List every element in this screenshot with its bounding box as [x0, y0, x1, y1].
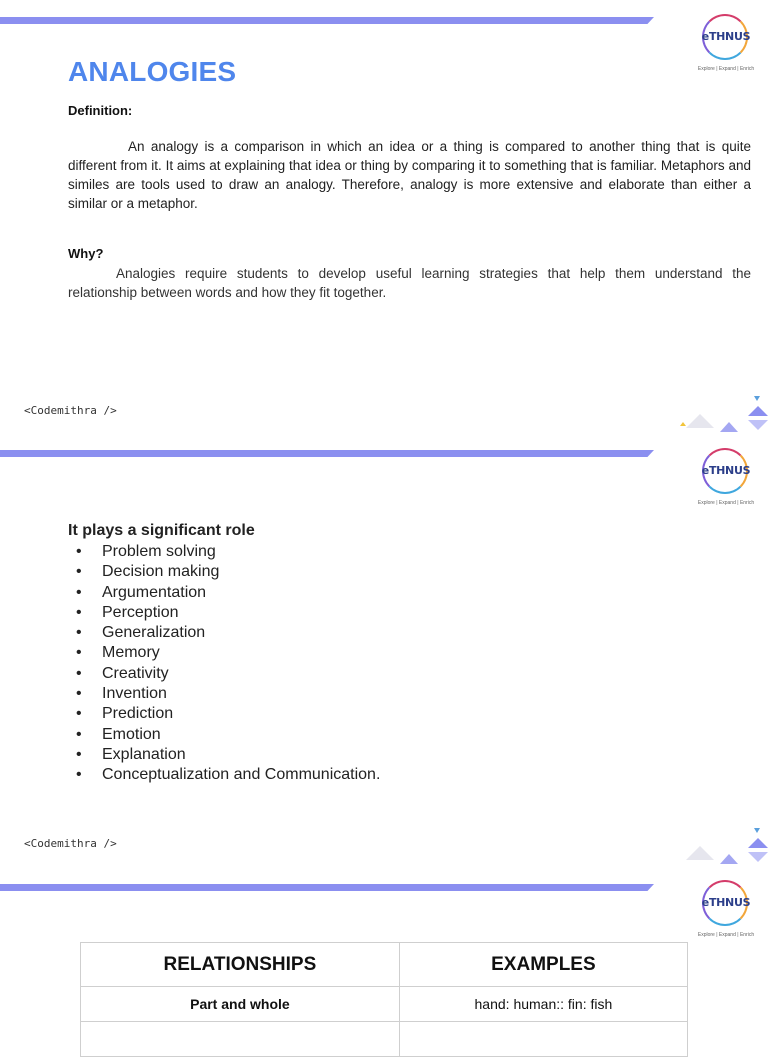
top-accent-bar [0, 17, 654, 24]
table-cell [399, 1022, 687, 1057]
logo-wordmark: eTHNUS [701, 896, 751, 909]
logo-tagline: Explore | Expand | Enrich [697, 66, 755, 72]
list-item: • Prediction [76, 705, 174, 723]
role-list [76, 542, 380, 786]
logo-wordmark: eTHNUS [701, 464, 751, 477]
logo-tagline: Explore | Expand | Enrich [697, 932, 755, 938]
list-item: • Decision making [76, 563, 220, 581]
list-item: • Emotion [76, 725, 161, 743]
list-item: • Creativity [76, 664, 169, 682]
list-item: • Explanation [76, 745, 186, 763]
ethnus-logo [696, 14, 756, 74]
ethnus-logo [696, 448, 756, 508]
definition-label: Definition: [68, 103, 133, 118]
list-item: • Perception [76, 603, 179, 621]
list-item: • Problem solving [76, 543, 216, 560]
list-item: • Argumentation [76, 583, 207, 601]
ethnus-logo [696, 880, 756, 940]
logo-wordmark: eTHNUS [701, 30, 751, 43]
relationships-table [80, 942, 688, 1057]
definition-text: An analogy is a comparison in which an idea or a thing is compared to another thing that is quite different from it. It aims at explaining that idea or thing by comparing it to something that is familiar. Metaphors and similes are tools used to draw an analogy. Therefore, analogy is more extensive and elaborate than either a similar or a metaphor. [68, 139, 751, 211]
footer-brand: <Codemithra /> [24, 404, 117, 417]
header-relationships: RELATIONSHIPS [81, 943, 400, 987]
footer-brand: <Codemithra /> [24, 837, 117, 850]
page-title: ANALOGIES [68, 56, 237, 87]
table-row [81, 987, 688, 1022]
logo-tagline: Explore | Expand | Enrich [697, 500, 755, 506]
slide-1 [0, 0, 768, 432]
table-cell [81, 1022, 400, 1057]
list-item: • Memory [76, 644, 160, 662]
list-item: • Generalization [76, 624, 206, 642]
role-heading: It plays a significant role [68, 522, 255, 539]
list-item: • Invention [76, 685, 167, 703]
table-cell: hand: human:: fin: fish [399, 987, 687, 1022]
why-text: Analogies require students to develop useful learning strategies that help them understand the relationship between words and how they fit together. [68, 266, 751, 300]
table-row [81, 1022, 688, 1057]
top-accent-bar [0, 884, 654, 891]
header-examples: EXAMPLES [399, 943, 687, 987]
top-accent-bar [0, 450, 654, 457]
list-item: • Conceptualization and Communication. [76, 766, 381, 784]
table-cell: Part and whole [81, 987, 400, 1022]
table-header-row [81, 943, 688, 987]
why-label: Why? [68, 246, 104, 261]
